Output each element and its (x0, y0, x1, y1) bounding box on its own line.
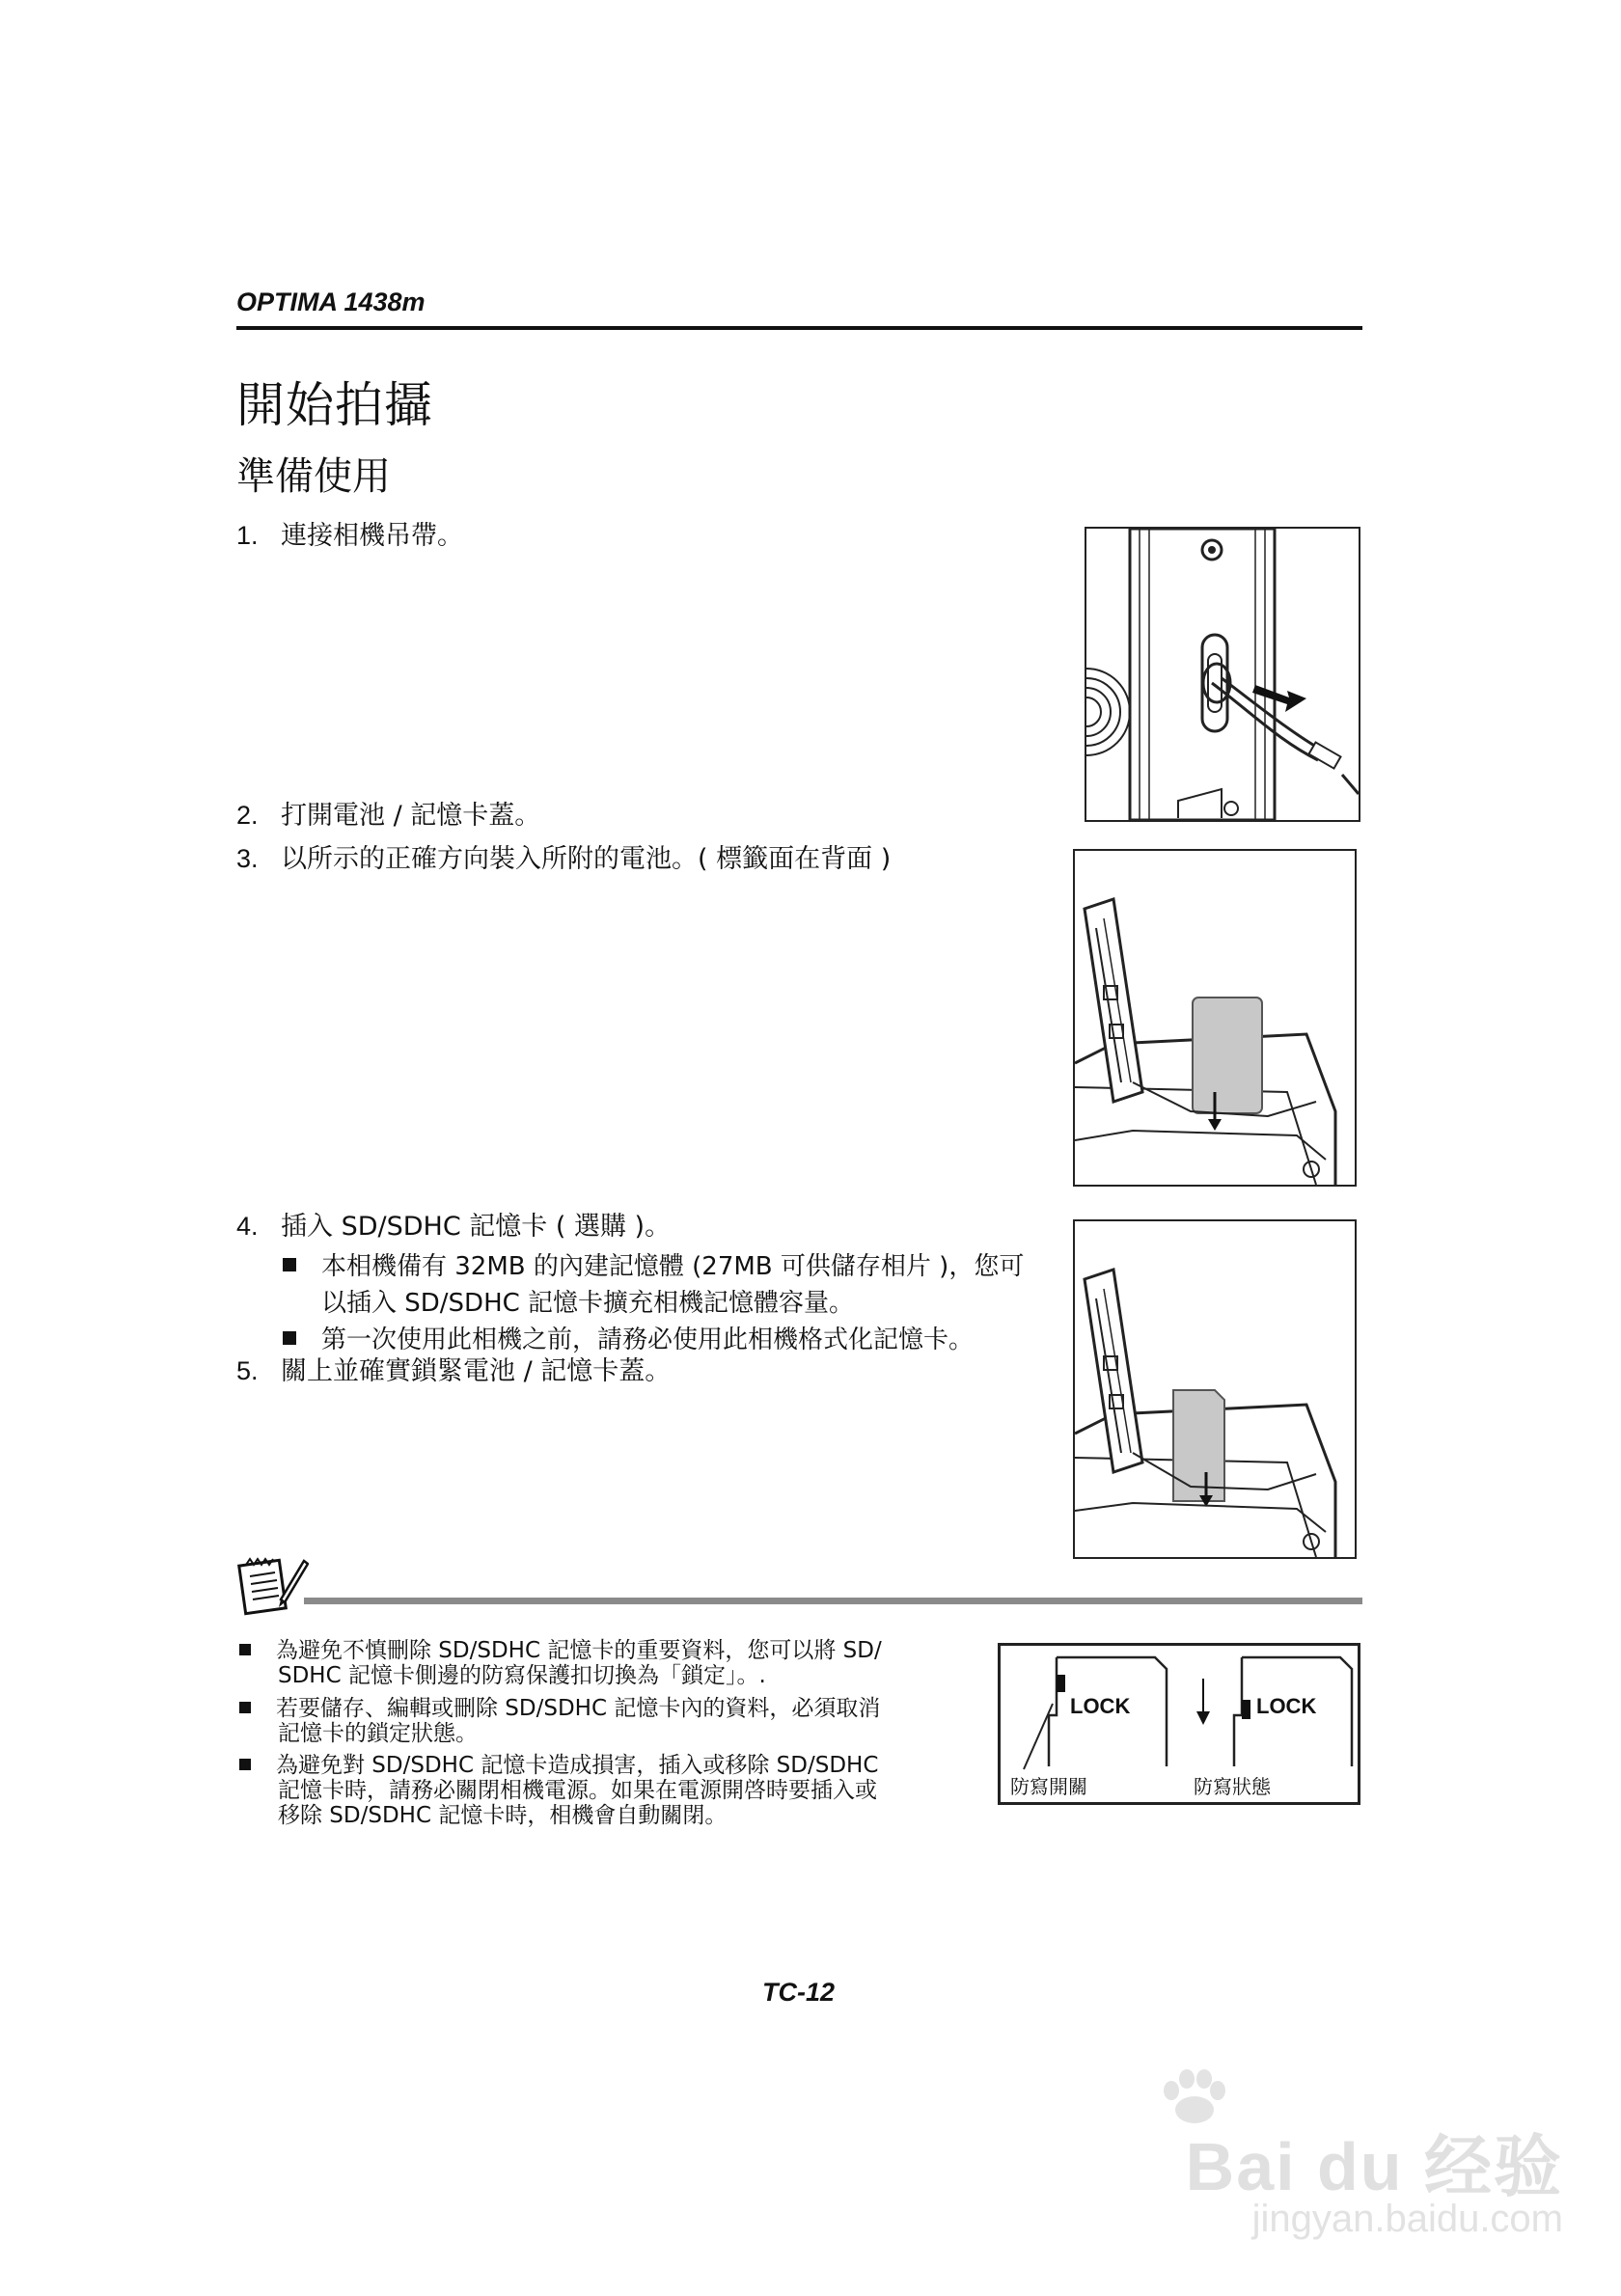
step-4-bullet-1-cont: 以插入 SD/SDHC 記憶卡擴充相機記憶體容量。 (321, 1289, 855, 1318)
bullet-square-icon (239, 1644, 251, 1655)
note-item-2 (239, 1696, 982, 1746)
note-pad-icon (236, 1553, 309, 1616)
page-title: 開始拍攝 (236, 377, 433, 433)
step-2 (236, 798, 540, 834)
step-number: 1. (236, 521, 259, 550)
card-illustration (1075, 1221, 1355, 1557)
step-number: 2. (236, 801, 259, 830)
step-4 (236, 1209, 671, 1244)
step-text: 打開電池 / 記憶卡蓋。 (281, 801, 541, 831)
note-text: 移除 SD/SDHC 記憶卡時，相機會自動關閉。 (278, 1803, 728, 1828)
bullet-square-icon (283, 1258, 296, 1271)
note-item-1 (239, 1638, 982, 1688)
figure-write-protect (998, 1643, 1360, 1805)
manual-model-header: OPTIMA 1438m (236, 287, 426, 316)
page-number: TC-12 (762, 1978, 836, 2007)
note-divider (304, 1598, 1362, 1604)
header-rule (236, 326, 1362, 330)
note-text: 記憶卡時，請務必關閉相機電源。如果在電源開啓時要插入或 (278, 1778, 877, 1803)
bullet-text: 本相機備有 32MB 的內建記憶體 (27MB 可供儲存相片 )，您可 (321, 1252, 1025, 1281)
step-text: 關上並確實鎖緊電池 / 記憶卡蓋。 (281, 1356, 672, 1386)
step-number: 5. (236, 1356, 259, 1385)
note-text: 為避免對 SD/SDHC 記憶卡造成損害，插入或移除 SD/SDHC (276, 1753, 879, 1778)
lock-label-left: LOCK (1070, 1694, 1131, 1718)
step-number: 4. (236, 1212, 259, 1241)
figure-camera-strap (1085, 527, 1360, 822)
note-text: 記憶卡的鎖定狀態。 (278, 1721, 478, 1746)
section-title: 準備使用 (236, 454, 391, 499)
bullet-square-icon (239, 1702, 251, 1713)
watermark-brand: Bai du 经验 (1185, 2129, 1563, 2204)
step-5 (236, 1353, 671, 1389)
bullet-text: 第一次使用此相機之前，請務必使用此相機格式化記憶卡。 (321, 1326, 975, 1354)
note-text: 為避免不慎刪除 SD/SDHC 記憶卡的重要資料，您可以將 SD/ (276, 1638, 882, 1663)
step-text: 連接相機吊帶。 (281, 521, 463, 551)
caption-write-protect-switch: 防寫開關 (1010, 1775, 1087, 1798)
step-3 (236, 841, 891, 877)
strap-illustration (1086, 529, 1359, 820)
step-4-bullet-1 (283, 1248, 1024, 1285)
figure-card-insert (1073, 1219, 1357, 1559)
bullet-square-icon (239, 1759, 251, 1770)
watermark-url: jingyan.baidu.com (1251, 2198, 1563, 2240)
step-text: 插入 SD/SDHC 記憶卡 ( 選購 )。 (281, 1212, 672, 1242)
lock-label-right: LOCK (1256, 1694, 1317, 1718)
figure-battery-insert (1073, 849, 1357, 1187)
note-text: SDHC 記憶卡側邊的防寫保護扣切換為「鎖定」。. (278, 1663, 766, 1688)
bullet-square-icon (283, 1331, 296, 1345)
step-text: 以所示的正確方向裝入所附的電池。( 標籤面在背面 ) (281, 844, 892, 874)
battery-illustration (1075, 851, 1355, 1185)
step-1 (236, 518, 463, 554)
caption-write-protect-state: 防寫狀態 (1194, 1775, 1271, 1798)
note-text: 若要儲存、編輯或刪除 SD/SDHC 記憶卡內的資料，必須取消 (276, 1696, 881, 1721)
step-number: 3. (236, 844, 259, 873)
note-item-3 (239, 1753, 982, 1828)
